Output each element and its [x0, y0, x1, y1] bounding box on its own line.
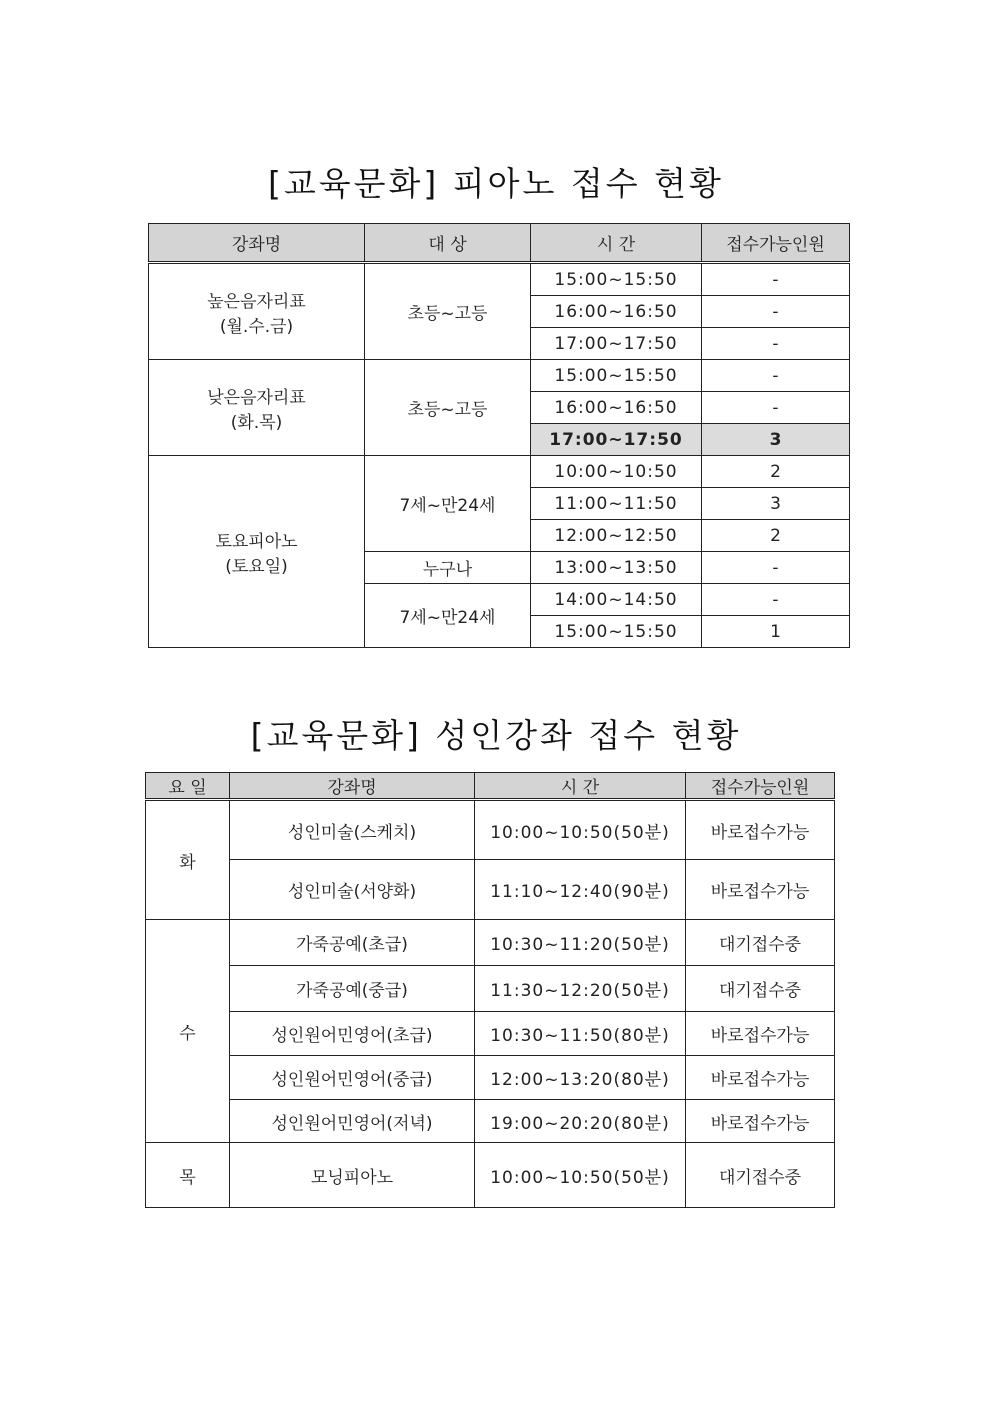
- header-target: 대 상: [365, 224, 531, 263]
- status-cell: 바로접수가능: [686, 1056, 835, 1100]
- day-cell: 수: [146, 920, 230, 1143]
- table-row: [146, 966, 835, 1012]
- header-time: 시 간: [531, 224, 702, 263]
- piano-status-table: [148, 223, 850, 648]
- capacity-cell: 1: [702, 616, 850, 648]
- time-cell: 19:00~20:20(80분): [475, 1100, 686, 1143]
- time-cell: 11:10~12:40(90분): [475, 860, 686, 920]
- time-cell: 10:00~10:50(50분): [475, 1143, 686, 1208]
- time-cell: 16:00~16:50: [531, 296, 702, 328]
- time-cell: 16:00~16:50: [531, 392, 702, 424]
- course-cell: 성인원어민영어(중급): [230, 1056, 475, 1100]
- table-row: [146, 1100, 835, 1143]
- target-cell: 누구나: [365, 552, 531, 584]
- capacity-cell: 3: [702, 488, 850, 520]
- table-row: [149, 360, 850, 392]
- course-cell: 성인원어민영어(저녁): [230, 1100, 475, 1143]
- table-row: [149, 263, 850, 296]
- target-cell: 7세~만24세: [365, 456, 531, 552]
- time-cell: 13:00~13:50: [531, 552, 702, 584]
- course-cell: 가죽공예(중급): [230, 966, 475, 1012]
- table-row: [146, 1012, 835, 1056]
- time-cell: 12:00~13:20(80분): [475, 1056, 686, 1100]
- status-cell: 바로접수가능: [686, 860, 835, 920]
- course-name: 토요피아노: [215, 531, 298, 552]
- target-cell: 초등~고등: [365, 263, 531, 360]
- course-cell: 가죽공예(초급): [230, 920, 475, 966]
- time-cell: 10:30~11:50(80분): [475, 1012, 686, 1056]
- time-cell: 17:00~17:50: [531, 328, 702, 360]
- capacity-cell: -: [702, 263, 850, 296]
- day-cell: 목: [146, 1143, 230, 1208]
- course-name: 높은음자리표: [207, 291, 306, 312]
- capacity-cell: -: [702, 584, 850, 616]
- course-cell: 모닝피아노: [230, 1143, 475, 1208]
- course-cell: 성인미술(스케치): [230, 800, 475, 860]
- course-days: (월.수.금): [219, 316, 294, 337]
- course-cell: 성인미술(서양화): [230, 860, 475, 920]
- course-cell: [149, 456, 365, 648]
- status-cell: 대기접수중: [686, 920, 835, 966]
- target-cell: 초등~고등: [365, 360, 531, 456]
- adult-course-status-title: [교육문화] 성인강좌 접수 현황: [250, 716, 742, 755]
- status-cell: 바로접수가능: [686, 800, 835, 860]
- course-days: (화.목): [230, 412, 283, 433]
- header-day: 요 일: [146, 773, 230, 800]
- table-row: [149, 456, 850, 488]
- adult-course-status-table: [145, 772, 835, 1208]
- day-cell: 화: [146, 800, 230, 920]
- table-row: [146, 800, 835, 860]
- time-cell: 10:00~10:50: [531, 456, 702, 488]
- header-capacity: 접수가능인원: [702, 224, 850, 263]
- piano-status-title: [교육문화] 피아노 접수 현황: [268, 164, 724, 203]
- table-row: [146, 920, 835, 966]
- course-cell: [149, 360, 365, 456]
- course-days: (토요일): [225, 556, 288, 577]
- course-name: 낮은음자리표: [207, 387, 306, 408]
- course-cell: 성인원어민영어(초급): [230, 1012, 475, 1056]
- time-cell: 15:00~15:50: [531, 263, 702, 296]
- time-cell: 11:00~11:50: [531, 488, 702, 520]
- status-cell: 대기접수중: [686, 966, 835, 1012]
- capacity-cell: -: [702, 328, 850, 360]
- capacity-cell: -: [702, 552, 850, 584]
- status-cell: 대기접수중: [686, 1143, 835, 1208]
- time-cell: 17:00~17:50: [531, 424, 702, 456]
- table-row: [146, 1143, 835, 1208]
- time-cell: 10:00~10:50(50분): [475, 800, 686, 860]
- capacity-cell: 2: [702, 520, 850, 552]
- capacity-cell: 3: [702, 424, 850, 456]
- time-cell: 12:00~12:50: [531, 520, 702, 552]
- table-header-row: [149, 224, 850, 263]
- status-cell: 바로접수가능: [686, 1012, 835, 1056]
- time-cell: 15:00~15:50: [531, 616, 702, 648]
- header-capacity: 접수가능인원: [686, 773, 835, 800]
- status-cell: 바로접수가능: [686, 1100, 835, 1143]
- course-cell: [149, 263, 365, 360]
- header-course: 강좌명: [230, 773, 475, 800]
- capacity-cell: 2: [702, 456, 850, 488]
- capacity-cell: -: [702, 296, 850, 328]
- time-cell: 11:30~12:20(50분): [475, 966, 686, 1012]
- time-cell: 14:00~14:50: [531, 584, 702, 616]
- target-cell: 7세~만24세: [365, 584, 531, 648]
- table-header-row: [146, 773, 835, 800]
- header-time: 시 간: [475, 773, 686, 800]
- time-cell: 10:30~11:20(50분): [475, 920, 686, 966]
- table-row: [146, 1056, 835, 1100]
- time-cell: 15:00~15:50: [531, 360, 702, 392]
- header-course: 강좌명: [149, 224, 365, 263]
- table-row: [146, 860, 835, 920]
- capacity-cell: -: [702, 392, 850, 424]
- capacity-cell: -: [702, 360, 850, 392]
